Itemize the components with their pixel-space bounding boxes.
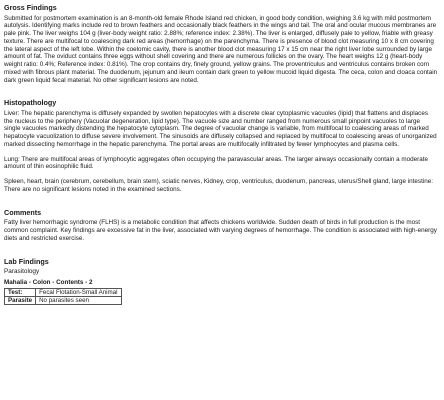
lab-results-table <box>4 288 122 305</box>
sample-label: Mahalia - Colon - Contents - 2 <box>4 279 93 287</box>
lab-findings-section <box>4 258 438 305</box>
parasite-value: No parasites seen <box>36 296 121 304</box>
comments-text: Fatty liver hemorrhagic syndrome (FLHS) is a metabolic condition that affects chickens worldwide. Sudden death of birds in full production is the most common complaint. Key findings are excessive fat in the liver, associated with varying degrees of hemorrhage. The condition is associated with high-energy diets and restricted exercise. <box>4 219 437 242</box>
histopathology-heading: Histopathology <box>4 98 57 108</box>
histo-other-text: Spleen, heart, brain (cerebrum, cerebellum, brain stem), sciatic nerves, Kidney, crop, ventriculus, duodenum, pancreas, uterus/Shell gland, large intestine: There are no significant lesions noted in the examined sections. <box>4 178 433 193</box>
parasite-label: Parasite <box>5 296 36 304</box>
gross-findings-text: Submitted for postmortem examination is an 8-month-old female Rhode Island red chicken, in good body condition, weighing 3.6 kg with mild postmortem autolysis. Identifying marks include red to brown feathers and occasionally black feathers in the wings and tail. The oral and ocular mucous membranes are pale pink. The liver weighs 104 g (liver-body weight ratio: 2.88%; reference index: 2.38%). The liver is enlarged, diffusely pale to yellow, friable with greasy texture. There are multifocal to coalescing dark red areas (hemorrhage) on the parenchyma. There is presence of blood clot measuring 10 x 8 cm covering the lateral aspect of the left lobe. Within the coelomic cavity, there is another blood clot measuring 17 x 15 cm near the right liver lobe surrounded by large amount of fat. The oviduct contains three eggs without shell covering and there are numerous follicles on the ovary. The heart weighs 12 g (heart-body weight ratio: 0.4%; Reference index: 0.81%). The crop contains dry, finely ground, yellow grains. The proventriculus and ventriculus contains broken corn mixed with fibrous plant material. The duodenum, jejunum and ileum contain dark green to yellow mucoid liquid digesta. The ceca, colon and cloaca contain dark green liquid fecal material. No other significant lesions are noted. <box>4 14 438 84</box>
lab-findings-heading: Lab Findings <box>4 256 49 266</box>
histopathology-section <box>4 99 438 193</box>
comments-heading: Comments <box>4 207 42 217</box>
gross-findings-heading: Gross Findings <box>4 3 57 12</box>
parasitology-subheading: Parasitology <box>4 268 40 276</box>
comments-section <box>4 209 438 243</box>
histo-liver-text: Liver: The hepatic parenchyma is diffusely expanded by swollen hepatocytes with a discrete clear cytoplasmic vacuoles (lipid) that flattens and displaces the nucleus to the periphery (Vacuolar degeneration, lipid type). The vacuole size and number ranged from numerous small pinpoint vacuoles to large single vacuoles markedly distending the hepatocyte cytoplasm. The degree of vacuolar change is variable, from multifocal to coalescing areas of marked hepatocyte vacuolization to diffuse severe involvement. The sinusoids are diffusely collapsed and replaced by multifocal to coalescing areas of unorganized marked dissecting hemorrhage in the hepatic parenchyma. The portal areas are multifocally infiltrated by fewer lymphocytes and plasma cells. <box>4 109 437 148</box>
test-value: Fecal Flotation-Small Animal <box>36 288 121 296</box>
table-row <box>5 296 122 304</box>
histo-lung-text: Lung: There are multifocal areas of lymphocytic aggregates often occupying the paravascular areas. The larger airways occasionally contain a moderate amount of thin eosinophilic fluid. <box>4 155 428 171</box>
gross-findings-section <box>4 4 438 84</box>
test-label: Test: <box>5 288 36 296</box>
table-row <box>5 288 122 296</box>
